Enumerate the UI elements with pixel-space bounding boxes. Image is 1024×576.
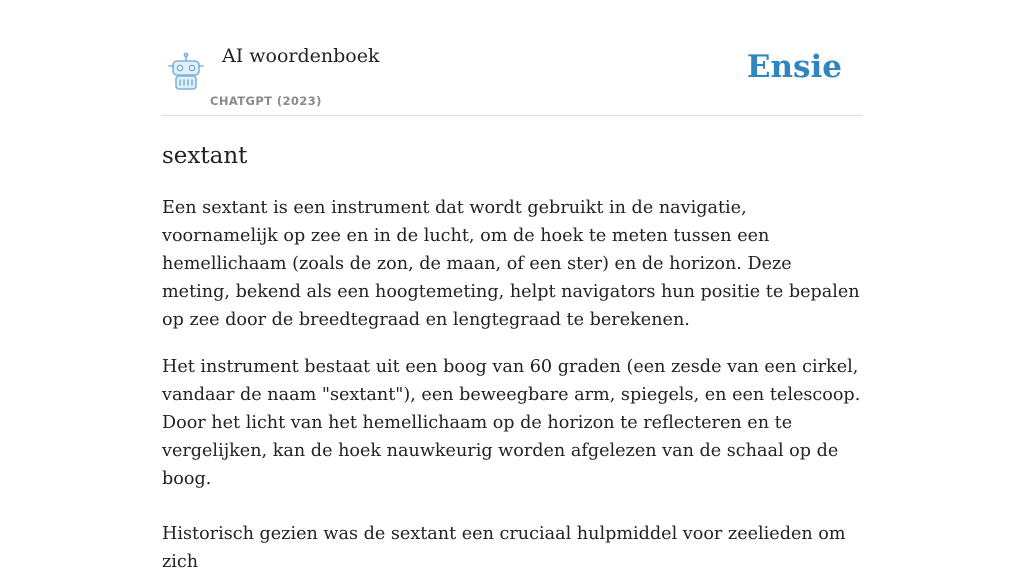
dictionary-title[interactable]: AI woordenboek [222, 45, 380, 67]
definition-paragraph: Historisch gezien was de sextant een cruciaal hulpmiddel voor zeelieden om zich [162, 524, 846, 572]
source-label: CHATGPT (2023) [210, 94, 322, 108]
robot-icon [166, 52, 206, 92]
definition-paragraph: Het instrument bestaat uit een boog van 60 graden (een zesde van een cirkel, vandaar de naam "sextant"), een beweegbare arm, spiegels, en een telescoop. Door het licht van het hemellichaam op de horizon te reflecteren en te vergelijken, kan de hoek nauwkeurig worden afgelezen van de schaal op de boog. [162, 357, 861, 489]
entry-container [162, 0, 862, 576]
header [162, 0, 862, 116]
entry-word-title: sextant [162, 143, 248, 169]
brand-logo-link[interactable]: Ensie [746, 49, 842, 85]
definition-paragraph: Een sextant is een instrument dat wordt gebruikt in de navigatie, voornamelijk op zee en in de lucht, om de hoek te meten tussen een hemellichaam (zoals de zon, de maan, of een ster) en de horizon. Deze meting, bekend als een hoogtemeting, helpt navigators hun positie te bepalen op zee door de breedtegraad en lengtegraad te berekenen. [162, 198, 860, 330]
